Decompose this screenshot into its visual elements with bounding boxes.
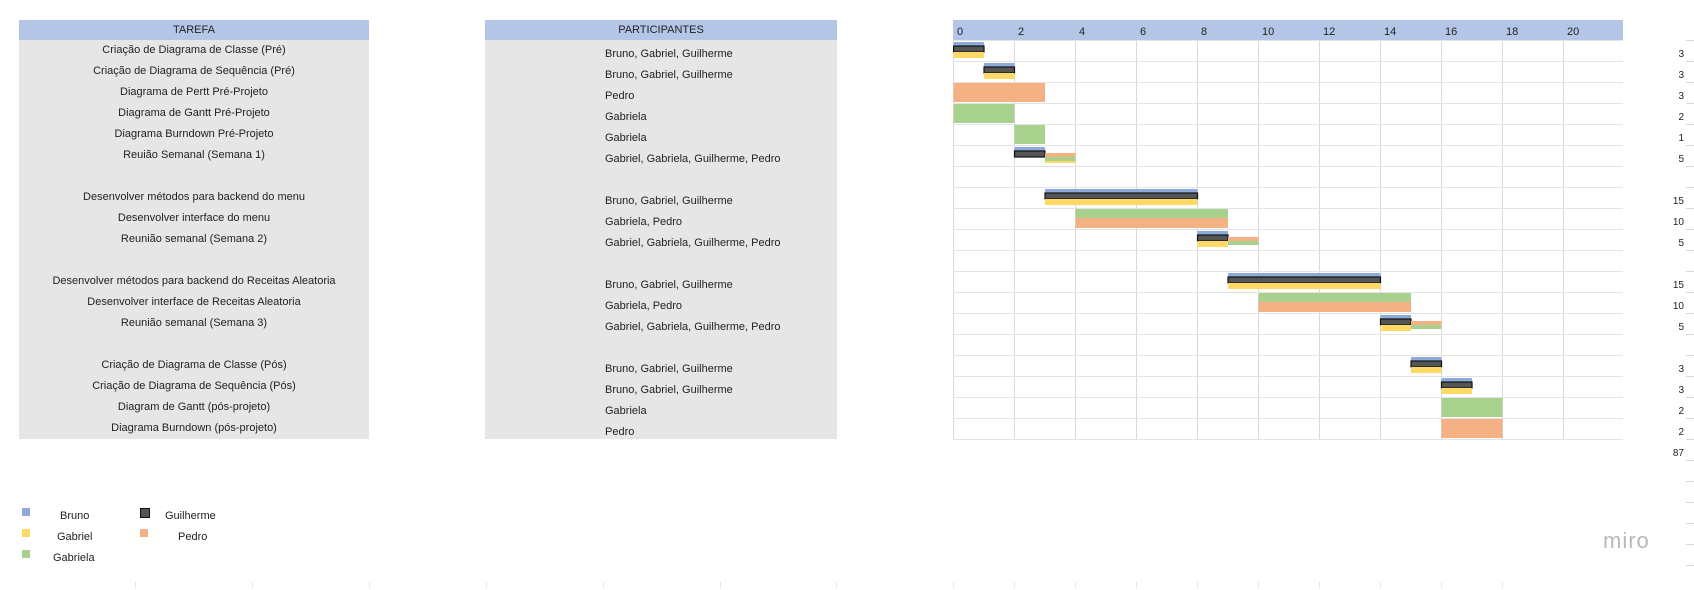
participants-label: Gabriel, Gabriela, Guilherme, Pedro	[605, 321, 781, 333]
gantt-bar-guilherme	[1442, 382, 1473, 388]
duration-value: 2	[1678, 406, 1684, 417]
duration-value: 3	[1678, 91, 1684, 102]
duration-value: 2	[1678, 112, 1684, 123]
bottom-tick	[252, 582, 253, 588]
bottom-tick	[603, 582, 604, 588]
participants-label: Gabriela, Pedro	[605, 216, 683, 228]
participants-label: Bruno, Gabriel, Guilherme	[605, 279, 733, 291]
gantt-bar-gabriel	[984, 73, 1015, 79]
bottom-tick	[1136, 582, 1137, 588]
bottom-tick	[953, 582, 954, 588]
right-tick	[1686, 61, 1694, 62]
participants-label: Gabriela	[605, 111, 647, 123]
right-tick	[1686, 292, 1694, 293]
gantt-bar-gabriela	[1259, 293, 1412, 303]
gantt-bar-gabriela	[954, 104, 1015, 123]
right-tick	[1686, 544, 1694, 545]
participants-label: Pedro	[605, 90, 635, 102]
miro-logo: miro	[1603, 528, 1650, 553]
gantt-bar-pedro	[1259, 302, 1412, 312]
duration-value: 3	[1678, 385, 1684, 396]
duration-value: 3	[1678, 49, 1684, 60]
gantt-tick-label: 4	[1079, 26, 1086, 38]
right-tick	[1686, 40, 1694, 41]
gantt-bar-guilherme	[954, 46, 985, 52]
right-tick	[1686, 355, 1694, 356]
gantt-bar-gabriela	[1442, 398, 1503, 417]
gantt-bar-guilherme	[1198, 235, 1229, 241]
bottom-tick	[836, 582, 837, 588]
legend-label-bruno: Bruno	[60, 510, 90, 522]
gantt-bar-gabriel	[1198, 241, 1229, 247]
participants-label: Bruno, Gabriel, Guilherme	[605, 384, 733, 396]
bottom-tick	[1319, 582, 1320, 588]
right-tick	[1686, 313, 1694, 314]
gantt-bar-gabriel	[1411, 367, 1442, 373]
right-tick	[1686, 397, 1694, 398]
legend-swatch-gabriela	[22, 550, 30, 558]
participants-label: Bruno, Gabriel, Guilherme	[605, 195, 733, 207]
gantt-tick-label: 0	[957, 26, 964, 38]
right-tick	[1686, 166, 1694, 167]
gantt-tick-label: 8	[1201, 26, 1208, 38]
gantt-tick-label: 12	[1323, 26, 1336, 38]
bottom-tick	[720, 582, 721, 588]
right-tick	[1686, 418, 1694, 419]
participants-label: Gabriel, Gabriela, Guilherme, Pedro	[605, 153, 781, 165]
task-label: Reunião semanal (Semana 3)	[120, 317, 268, 329]
gantt-tick-label: 18	[1506, 26, 1519, 38]
participants-label: Bruno, Gabriel, Guilherme	[605, 48, 733, 60]
right-tick	[1686, 82, 1694, 83]
duration-value: 15	[1672, 196, 1684, 207]
gantt-bar-gabriel	[1228, 283, 1381, 289]
gantt-bar-pedro	[1228, 237, 1259, 241]
right-tick	[1686, 439, 1694, 440]
duration-value: 5	[1678, 322, 1684, 333]
bottom-tick	[1380, 582, 1381, 588]
right-tick	[1686, 187, 1694, 188]
legend-swatch-guilherme	[140, 508, 150, 518]
gantt-bar-pedro	[1442, 419, 1503, 438]
participants-label: Bruno, Gabriel, Guilherme	[605, 69, 733, 81]
task-label: Diagrama de Pertt Pré-Projeto	[120, 86, 268, 98]
gantt-bar-guilherme	[1381, 319, 1412, 325]
duration-value: 3	[1678, 364, 1684, 375]
gantt-bar-guilherme	[1015, 151, 1046, 157]
bottom-tick	[1258, 582, 1259, 588]
gantt-bar-pedro	[954, 83, 1046, 102]
participants-label: Gabriela	[605, 405, 647, 417]
legend-label-guilherme: Guilherme	[165, 510, 216, 522]
gantt-bar-gabriel	[954, 52, 985, 58]
legend-label-gabriel: Gabriel	[57, 531, 93, 543]
gantt-tick-label: 6	[1140, 26, 1147, 38]
bottom-tick	[486, 582, 487, 588]
duration-value: 1	[1678, 133, 1684, 144]
gantt-bar-gabriela	[1228, 241, 1259, 245]
task-label: Reunião semanal (Semana 2)	[120, 233, 268, 245]
task-label: Desenvolver interface do menu	[117, 212, 271, 224]
gantt-tick-label: 10	[1262, 26, 1275, 38]
task-column-header: TAREFA	[19, 20, 369, 40]
bottom-tick	[1075, 582, 1076, 588]
gantt-bar-guilherme	[1045, 193, 1198, 199]
task-label: Desenvolver métodos para backend do Receitas Aleatoria	[52, 275, 336, 287]
bottom-tick	[1014, 582, 1015, 588]
task-label: Diagram de Gantt (pós-projeto)	[117, 401, 271, 413]
gantt-bar-gabriela	[1411, 325, 1442, 329]
gantt-chart	[953, 20, 1625, 442]
gantt-bar-gabriela	[1076, 209, 1229, 219]
gantt-tick-label: 2	[1018, 26, 1025, 38]
right-tick	[1686, 229, 1694, 230]
gantt-bar-gabriel	[1045, 199, 1198, 205]
gantt-bar-pedro	[1411, 321, 1442, 325]
right-tick	[1686, 103, 1694, 104]
participants-label: Gabriel, Gabriela, Guilherme, Pedro	[605, 237, 781, 249]
bottom-tick	[369, 582, 370, 588]
right-tick	[1686, 271, 1694, 272]
task-label: Criação de Diagrama de Classe (Pré)	[102, 44, 286, 56]
bottom-tick	[1502, 582, 1503, 588]
legend-swatch-bruno	[22, 508, 30, 516]
gantt-bar-pedro	[1076, 218, 1229, 228]
task-label: Desenvolver métodos para backend do menu	[83, 191, 305, 203]
right-tick	[1686, 145, 1694, 146]
task-label: Criação de Diagrama de Sequência (Pós)	[92, 380, 296, 392]
task-label: Diagrama Burndown (pós-projeto)	[111, 422, 277, 434]
duration-value: 2	[1678, 427, 1684, 438]
right-tick	[1686, 481, 1694, 482]
legend-swatch-pedro	[140, 529, 148, 537]
right-tick	[1686, 460, 1694, 461]
duration-value: 5	[1678, 238, 1684, 249]
duration-total: 87	[1672, 448, 1684, 459]
duration-value: 15	[1672, 280, 1684, 291]
duration-value: 10	[1672, 301, 1684, 312]
task-label: Criação de Diagrama de Classe (Pós)	[101, 359, 287, 371]
legend-swatch-gabriel	[22, 529, 30, 537]
gantt-bar-gabriela	[1045, 157, 1076, 161]
gantt-bar-gabriel	[1442, 388, 1473, 394]
task-label: Criação de Diagrama de Sequência (Pré)	[93, 65, 295, 77]
task-label: Desenvolver interface de Receitas Aleatoria	[87, 296, 301, 308]
gantt-tick-label: 16	[1445, 26, 1458, 38]
task-label: Diagrama Burndown Pré-Projeto	[114, 128, 274, 140]
participants-column-header: PARTICIPANTES	[485, 20, 837, 40]
gantt-header-band	[953, 20, 1623, 40]
gantt-bar-guilherme	[984, 67, 1015, 73]
task-label: Reuião Semanal (Semana 1)	[123, 149, 265, 161]
gantt-bar-gabriel	[1381, 325, 1412, 331]
bottom-tick	[1197, 582, 1198, 588]
duration-value: 10	[1672, 217, 1684, 228]
right-tick	[1686, 250, 1694, 251]
participants-label: Bruno, Gabriel, Guilherme	[605, 363, 733, 375]
participants-label: Gabriela, Pedro	[605, 300, 683, 312]
gantt-bar-guilherme	[1228, 277, 1381, 283]
task-panel	[19, 20, 369, 439]
participants-label: Gabriela	[605, 132, 647, 144]
right-tick	[1686, 124, 1694, 125]
gantt-tick-label: 14	[1384, 26, 1397, 38]
gantt-bar-gabriela	[1015, 125, 1046, 144]
gantt-tick-label: 20	[1567, 26, 1580, 38]
right-tick	[1686, 208, 1694, 209]
gantt-bar-pedro	[1045, 153, 1076, 157]
right-tick	[1686, 565, 1694, 566]
right-tick	[1686, 502, 1694, 503]
gantt-bar-guilherme	[1411, 361, 1442, 367]
task-label: Diagrama de Gantt Pré-Projeto	[118, 107, 270, 119]
legend-label-pedro: Pedro	[178, 531, 208, 543]
bottom-tick	[135, 582, 136, 588]
legend-label-gabriela: Gabriela	[53, 552, 95, 564]
duration-value: 3	[1678, 70, 1684, 81]
bottom-tick	[1441, 582, 1442, 588]
participants-panel	[485, 20, 837, 439]
participants-label: Pedro	[605, 426, 635, 438]
duration-value: 5	[1678, 154, 1684, 165]
right-tick	[1686, 376, 1694, 377]
right-tick	[1686, 523, 1694, 524]
right-tick	[1686, 334, 1694, 335]
